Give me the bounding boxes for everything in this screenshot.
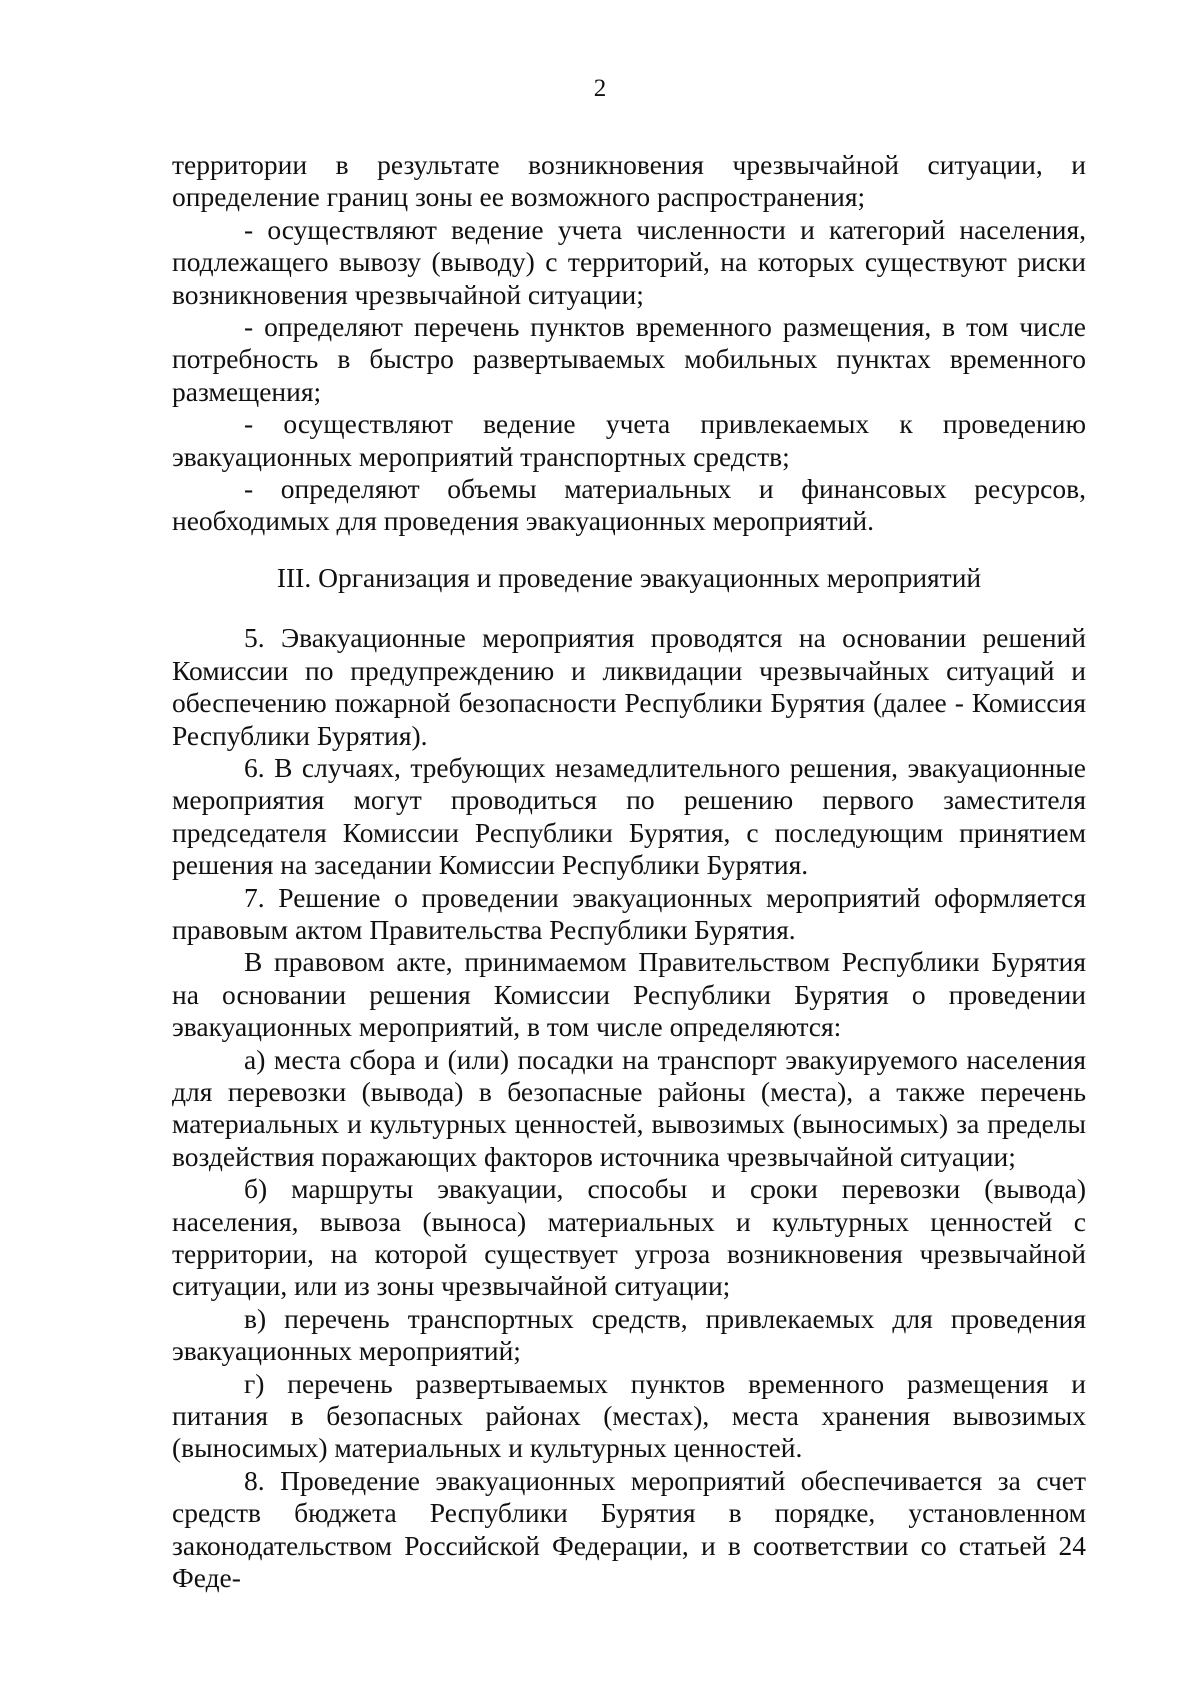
paragraph-item-6: 6. В случаях, требующих незамедлительного решения, эвакуационные мероприятия могут проводиться по решению первого заместителя председателя Комиссии Республики Бурятия, с последующим принятием решения на заседании Комиссии Республики Бурятия. <box>172 751 1086 881</box>
page-number: 2 <box>593 75 607 102</box>
section-heading: III. Организация и проведение эвакуационных мероприятий <box>276 561 982 593</box>
paragraph-list-item: - осуществляют ведение учета численности и категорий населения, подлежащего вывозу (выводу) с территорий, на которых существуют риски возникновения чрезвычайной ситуации; <box>172 213 1086 310</box>
paragraph-subitem-a: а) места сбора и (или) посадки на транспорт эвакуируемого населения для перевозки (вывода) в безопасные районы (места), а также перечень материальных и культурных ценностей, вывозимых (выносимых) за пределы воздействия поражающих факторов источника чрезвычайной ситуации; <box>172 1043 1086 1172</box>
document-body <box>172 149 1086 1594</box>
paragraph-legal-act: В правовом акте, принимаемом Правительством Республики Бурятия на основании решения Комиссии Республики Бурятия о проведении эвакуационных мероприятий, в том числе определяются: <box>172 946 1086 1043</box>
paragraph-item-5: 5. Эвакуационные мероприятия проводятся на основании решений Комиссии по предупреждению и ликвидации чрезвычайных ситуаций и обеспечению пожарной безопасности Республики Бурятия (далее - Комиссия Республики Бурятия). <box>172 622 1086 751</box>
paragraph-list-item: - определяют объемы материальных и финансовых ресурсов, необходимых для проведения эвакуационных мероприятий. <box>172 473 1086 537</box>
paragraph-list-item: - осуществляют ведение учета привлекаемых к проведению эвакуационных мероприятий транспортных средств; <box>172 408 1086 472</box>
paragraph-item-7: 7. Решение о проведении эвакуационных мероприятий оформляется правовым актом Правительства Республики Бурятия. <box>172 881 1086 945</box>
paragraph-list-item: - определяют перечень пунктов временного размещения, в том числе потребность в быстро развертываемых мобильных пунктах временного размещения; <box>172 311 1086 407</box>
paragraph-continuation: территории в результате возникновения чрезвычайной ситуации, и определение границ зоны ее возможного распространения; <box>172 149 1086 213</box>
paragraph-subitem-b: б) маршруты эвакуации, способы и сроки перевозки (вывода) населения, вывоза (выноса) материальных и культурных ценностей с территории, на которой существует угроза возникновения чрезвычайной ситуации, или из зоны чрезвычайной ситуации; <box>172 1173 1086 1302</box>
paragraph-subitem-g: г) перечень развертываемых пунктов временного размещения и питания в безопасных районах (местах), места хранения вывозимых (выносимых) материальных и культурных ценностей. <box>172 1367 1086 1464</box>
paragraph-subitem-v: в) перечень транспортных средств, привлекаемых для проведения эвакуационных мероприятий; <box>172 1302 1086 1367</box>
paragraph-item-8: 8. Проведение эвакуационных мероприятий обеспечивается за счет средств бюджета Республики Бурятия в порядке, установленном законодательством Российской Федерации, и в соответствии со статьей 24 Феде- <box>172 1464 1086 1594</box>
